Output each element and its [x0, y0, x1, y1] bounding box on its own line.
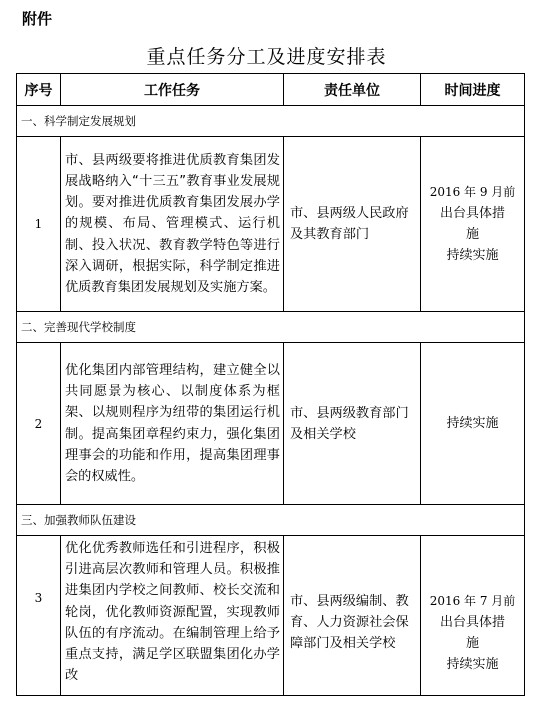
- header-task: 工作任务: [61, 74, 284, 106]
- unit-cell: 市、县两级编制、教育、人力资源社会保障部门及相关学校: [284, 536, 421, 696]
- progress-line: 持续实施: [446, 248, 499, 263]
- row-number: 1: [17, 137, 61, 312]
- task-cell: 优化集团内部管理结构，建立健全以共同愿景为核心、以制度体系为框架、以规则程序为纽带的集团运行机制。提高集团章程约束力，强化集团理事会的功能和作用，提高集团理事会的权威性。: [61, 343, 284, 505]
- row-number: 2: [17, 343, 61, 505]
- table-row: [17, 536, 525, 696]
- progress-line: 出台具体措: [439, 206, 505, 221]
- row-number: 3: [17, 536, 61, 696]
- progress-line: 持续实施: [446, 416, 499, 431]
- section-heading: 二、完善现代学校制度: [17, 312, 525, 343]
- page-title: 重点任务分工及进度安排表: [146, 46, 387, 68]
- header-row: [17, 74, 525, 106]
- progress-line: 2016 年 7 月前: [429, 594, 516, 608]
- header-unit: 责任单位: [284, 74, 421, 106]
- progress-cell: [421, 137, 525, 312]
- progress-line: 2016 年 9 月前: [429, 185, 516, 199]
- header-no: 序号: [17, 74, 61, 106]
- progress-line: 施: [465, 636, 479, 651]
- progress-line: 持续实施: [446, 657, 499, 672]
- annex-label: 附件: [22, 10, 53, 28]
- table-row: [17, 343, 525, 505]
- task-table: [16, 73, 525, 696]
- progress-cell: [421, 536, 525, 696]
- table-row: [17, 137, 525, 312]
- progress-line: 施: [465, 227, 479, 242]
- progress-cell: [421, 343, 525, 505]
- section-heading-row: [17, 106, 525, 137]
- task-cell: 市、县两级要将推进优质教育集团发展战略纳入“十三五”教育事业发展规划。要对推进优质教育集团发展办学的规模、布局、管理模式、运行机制、投入状况、教育教学特色等进行深入调研，根据实际，科学制定推进优质教育集团发展规划及实施方案。: [61, 137, 284, 312]
- section-heading-row: [17, 312, 525, 343]
- section-heading: 三、加强教师队伍建设: [17, 505, 525, 536]
- section-heading: 一、科学制定发展规划: [17, 106, 525, 137]
- task-cell: 优化优秀教师选任和引进程序，积极引进高层次教师和管理人员。积极推进集团内学校之间教师、校长交流和轮岗，优化教师资源配置，实现教师队伍的有序流动。在编制管理上给予重点支持，满足学区联盟集团化办学改: [61, 536, 284, 696]
- section-heading-row: [17, 505, 525, 536]
- progress-line: 出台具体措: [439, 615, 505, 630]
- unit-cell: 市、县两级教育部门及相关学校: [284, 343, 421, 505]
- unit-cell: 市、县两级人民政府及其教育部门: [284, 137, 421, 312]
- header-progress: 时间进度: [421, 74, 525, 106]
